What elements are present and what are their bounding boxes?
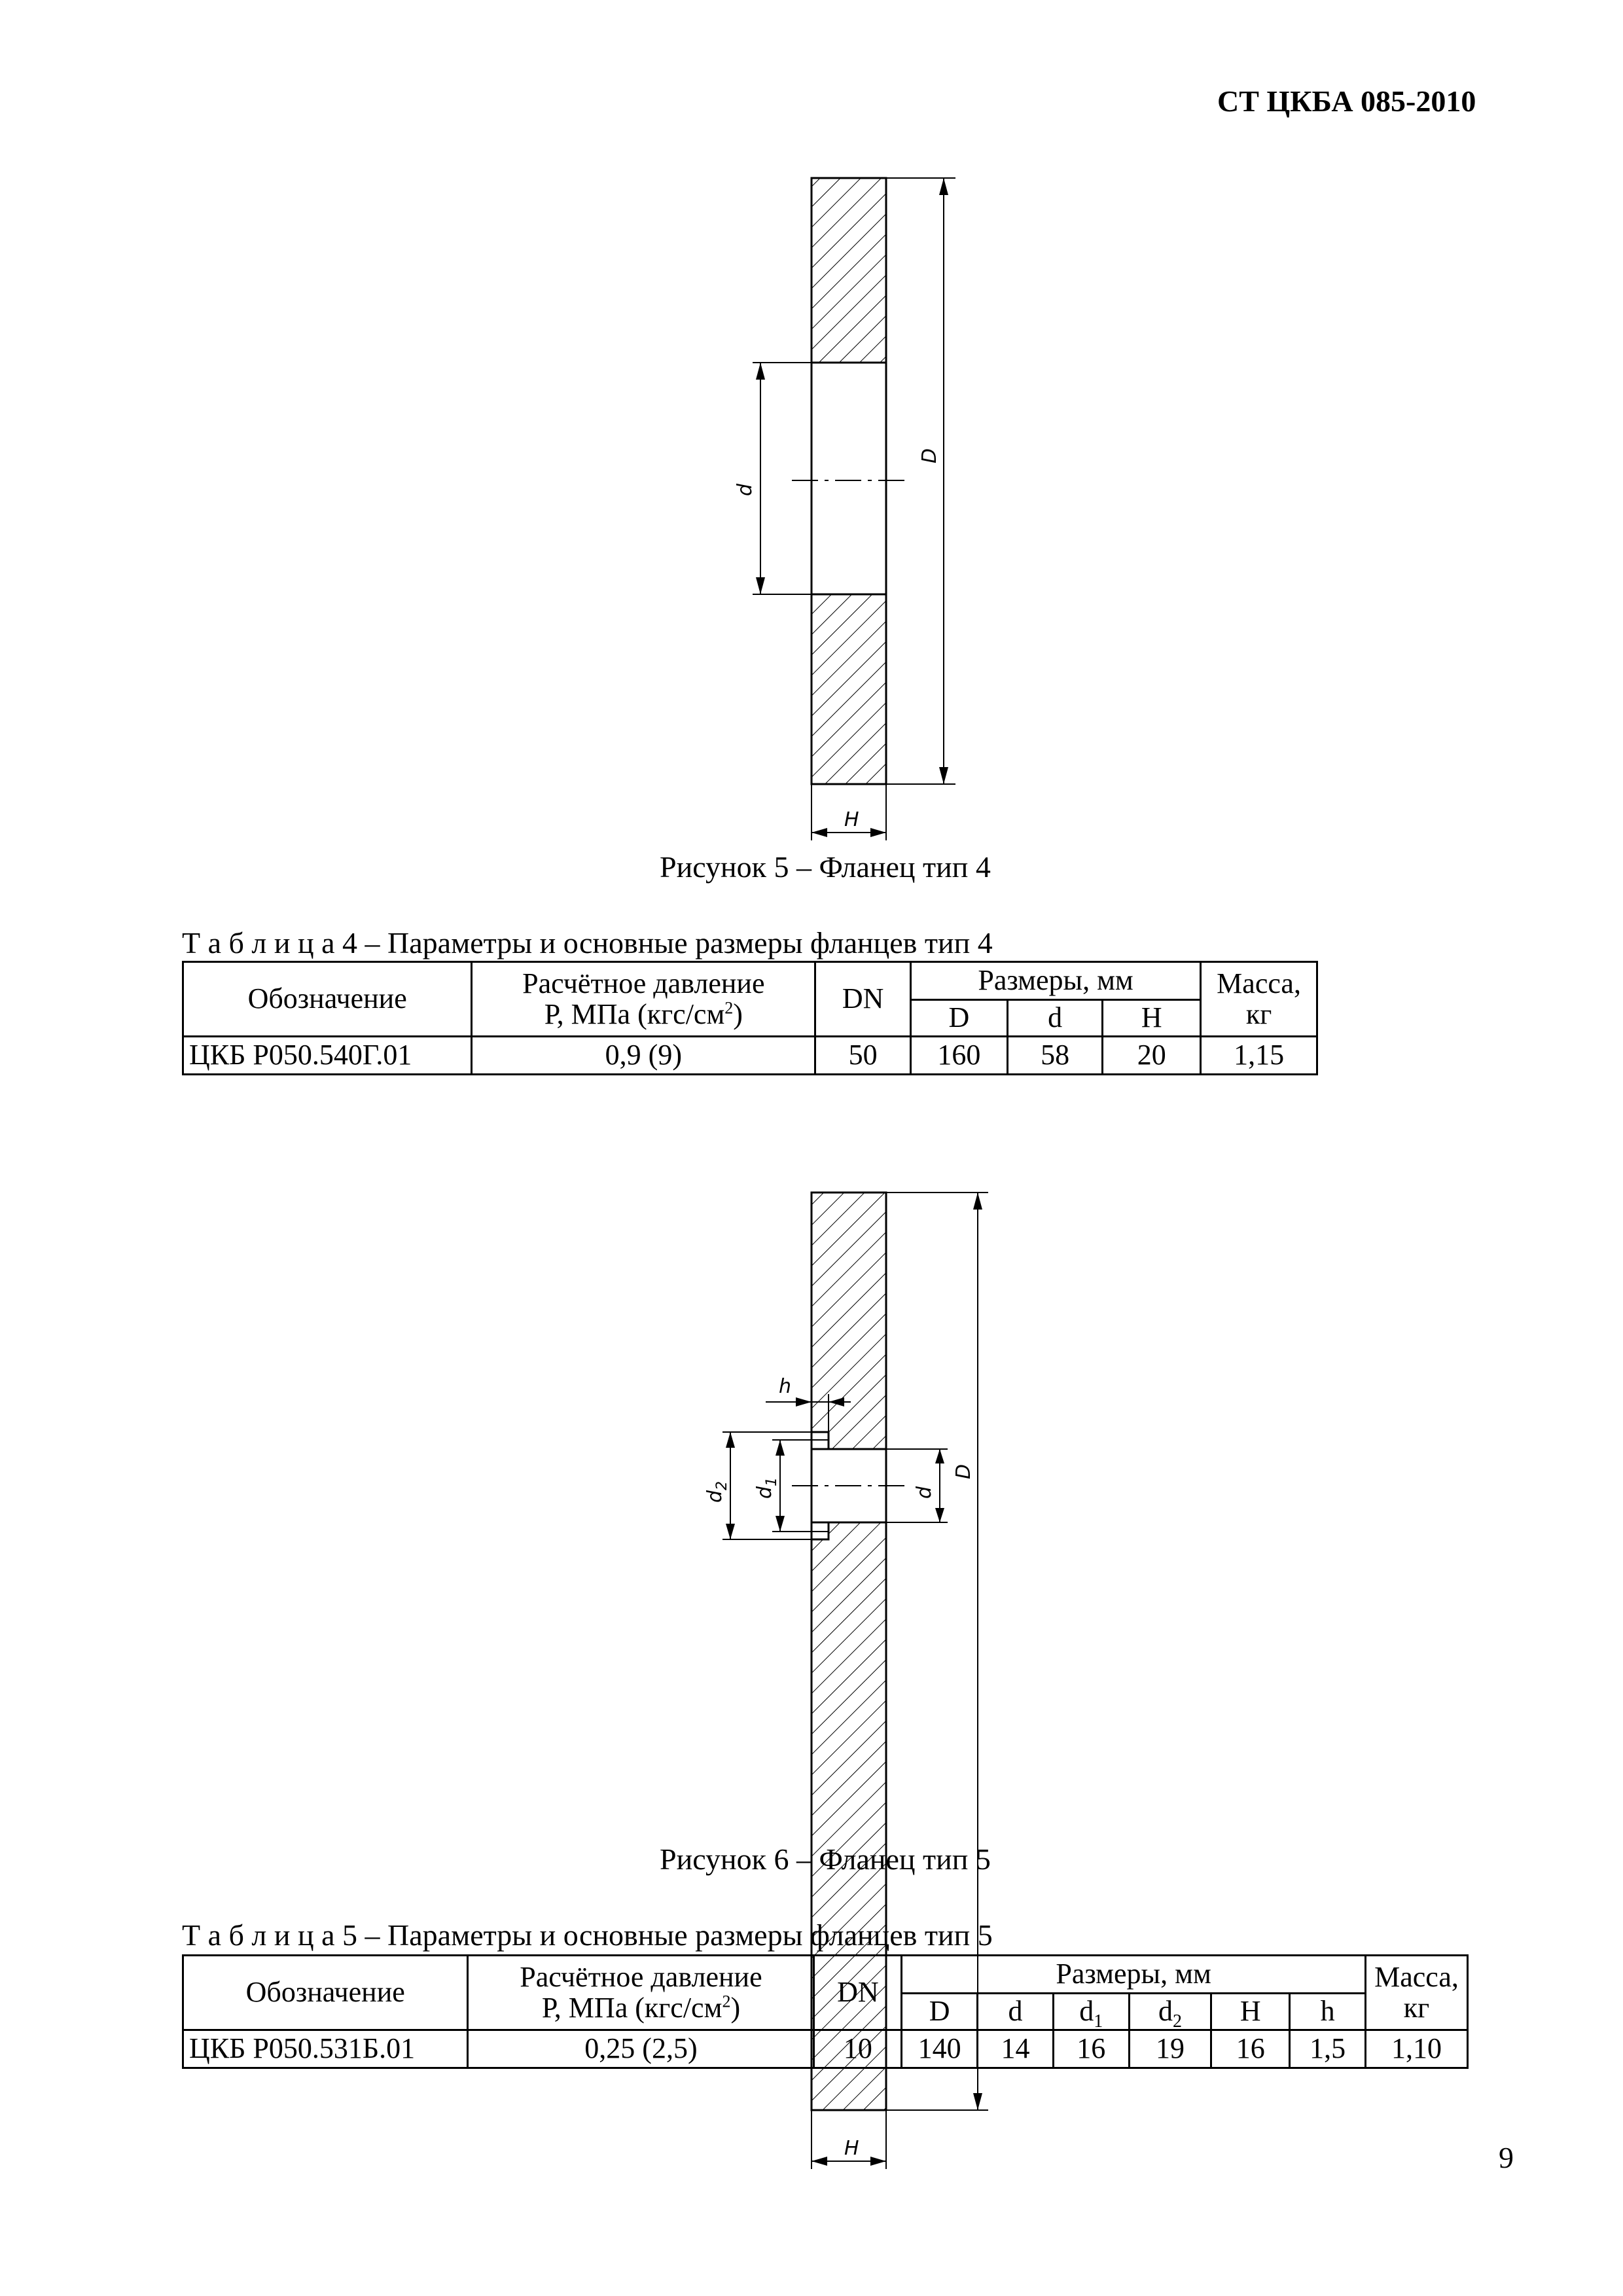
header-mass: Масса, кг bbox=[1201, 962, 1317, 1037]
header-sizes: Размеры, мм bbox=[911, 962, 1201, 1000]
header-mass: Масса, кг bbox=[1366, 1956, 1468, 2030]
label-d: d bbox=[913, 1486, 936, 1499]
label-H: H bbox=[844, 2137, 859, 2160]
cell-designation: ЦКБ Р050.531Б.01 bbox=[183, 2030, 468, 2068]
header-H: H bbox=[1211, 1994, 1290, 2030]
cell-pressure: 0,9 (9) bbox=[472, 1037, 815, 1075]
page-number: 9 bbox=[1499, 2141, 1514, 2174]
cell-D: 140 bbox=[902, 2030, 978, 2068]
header-d1: $d_1$ bbox=[1053, 1994, 1129, 2030]
cell-d: 58 bbox=[1007, 1037, 1103, 1075]
cell-H: 16 bbox=[1211, 2030, 1290, 2068]
header-designation: Обозначение bbox=[183, 962, 472, 1037]
cell-pressure: 0,25 (2,5) bbox=[468, 2030, 814, 2068]
header-sizes: Размеры, мм bbox=[902, 1956, 1366, 1994]
document-code: СТ ЦКБА 085-2010 bbox=[1217, 84, 1476, 118]
cell-designation: ЦКБ Р050.540Г.01 bbox=[183, 1037, 472, 1075]
cell-dn: 50 bbox=[815, 1037, 911, 1075]
cell-d: 14 bbox=[978, 2030, 1054, 2068]
label-d1 bbox=[753, 1477, 780, 1499]
header-D: D bbox=[902, 1994, 978, 2030]
cell-dn: 10 bbox=[814, 2030, 902, 2068]
cell-d2: 19 bbox=[1129, 2030, 1211, 2068]
cell-D: 160 bbox=[911, 1037, 1008, 1075]
label-d: d bbox=[734, 483, 757, 496]
header-pressure: Расчётное давление Р, МПа $(кгс/см^2)$ bbox=[468, 1956, 814, 2030]
label-h: h bbox=[779, 1375, 792, 1398]
header-D: D bbox=[911, 1000, 1008, 1037]
header-designation: Обозначение bbox=[183, 1956, 468, 2030]
cell-mass: 1,10 bbox=[1366, 2030, 1468, 2068]
header-d: d bbox=[978, 1994, 1054, 2030]
cell-mass: 1,15 bbox=[1201, 1037, 1317, 1075]
label-D: D bbox=[918, 448, 941, 463]
header-dn: DN bbox=[814, 1956, 902, 2030]
table-row bbox=[183, 2030, 1468, 2068]
table-5-caption: Т а б л и ц а 5 – Параметры и основные размеры фланцев тип 5 bbox=[182, 1918, 993, 1952]
header-d: d bbox=[1007, 1000, 1103, 1037]
svg-text:d2: $d_2$ bbox=[704, 1480, 730, 1503]
label-D: D bbox=[952, 1463, 975, 1479]
cell-H: 20 bbox=[1103, 1037, 1201, 1075]
header-dn: DN bbox=[815, 962, 911, 1037]
label-H: H bbox=[844, 808, 859, 831]
svg-text:d1: $d_1$ bbox=[753, 1477, 780, 1499]
figure-5-caption: Рисунок 5 – Фланец тип 4 bbox=[660, 850, 991, 884]
table-4-caption: Т а б л и ц а 4 – Параметры и основные размеры фланцев тип 4 bbox=[182, 926, 993, 960]
cell-d1: 16 bbox=[1053, 2030, 1129, 2068]
table-5 bbox=[182, 1954, 1469, 2069]
cell-h: 1,5 bbox=[1290, 2030, 1366, 2068]
figure-6-caption: Рисунок 6 – Фланец тип 5 bbox=[660, 1842, 991, 1876]
header-d2: $d_2$ bbox=[1129, 1994, 1211, 2030]
header-H: H bbox=[1103, 1000, 1201, 1037]
label-d2 bbox=[704, 1481, 730, 1503]
header-pressure: Расчётное давление Р, МПа $(кгс/см^2)$ bbox=[472, 962, 815, 1037]
header-h: h bbox=[1290, 1994, 1366, 2030]
